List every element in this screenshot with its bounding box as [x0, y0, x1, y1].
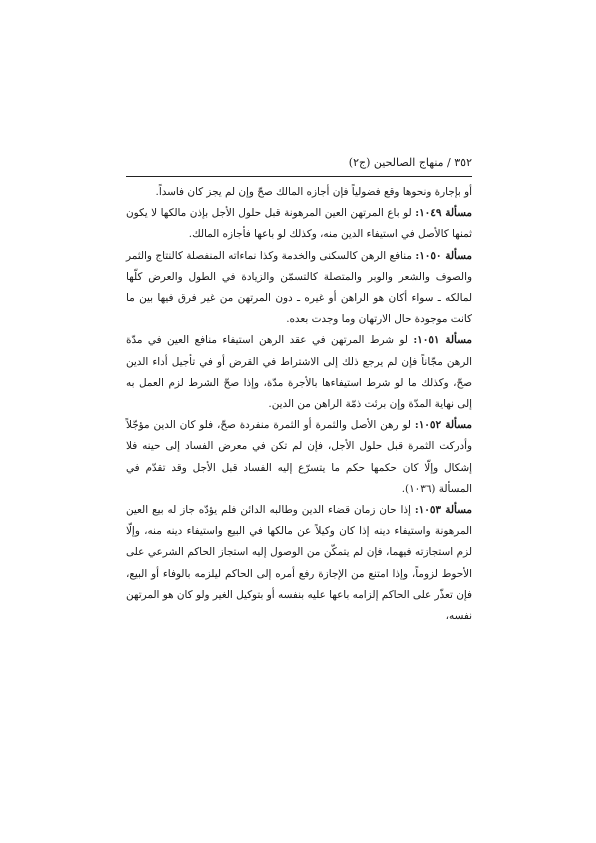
issue-1052: [126, 415, 472, 500]
paragraph-text: إذا حان زمان قضاء الدين وطالبه الدائن فلم يؤدّه جاز له بيع العين المرهونة واستيفاء دينه إذا كان وكيلاً عن مالكها في البيع واستيفاء دينه منه، وإلّا لزم استجازته فيهما، فإن لم يتمكّن من الوصول إليه استجاز الحاكم الشرعي على الأحوط لزوماً، وإذا امتنع من الإجازة رفع أمره إلى الحاكم ليلزمه بالوفاء أو البيع، فإن تعذّر على الحاكم إلزامه باعها عليه بنفسه أو بتوكيل الغير ولو كان هو المرتهن نفسه،: [126, 504, 472, 623]
paragraph-text: لو شرط المرتهن في عقد الرهن استيفاء منافع العين في مدّة الرهن مجّاناً فإن لم يرجع ذلك إلى الاشتراط في القرض أو في تأجيل أداء الدين صحّ، وكذلك ما لو شرط استيفاءها بالأجرة مدّة، وإذا صحّ الشرط لزم العمل به إلى نهاية المدّة وإن برئت ذمّة الراهن من الدين.: [126, 334, 472, 411]
paragraph-text: لو باع المرتهن العين المرهونة قبل حلول الأجل بإذن مالكها لا يكون ثمنها كالأصل في استيفاء الدين منه، وكذلك لو باعها فأجازه المالك.: [126, 207, 472, 241]
header-separator: /: [447, 156, 451, 169]
issue-1049: [126, 203, 472, 245]
book-title: منهاج الصالحين (ج٢): [348, 156, 444, 169]
body-text: [126, 182, 472, 627]
issue-label: مسألة ١٠٥٢:: [414, 419, 472, 432]
issue-1051: [126, 330, 472, 415]
issue-label: مسألة ١٠٥٣:: [414, 504, 472, 517]
running-header: [126, 152, 472, 174]
paragraph-text: لو رهن الأصل والثمرة أو الثمرة منفردة صحّ، فلو كان الدين مؤجّلاً وأدركت الثمرة قبل حلول الأجل، فإن لم تكن في معرض الفساد إلى حينه فلا إشكال وإلّا كان حكمها حكم ما يتسرّع إليه الفساد قبل الأجل وقد تقدّم في المسألة (١٠٣٦).: [126, 419, 472, 495]
page-number: ٣٥٢: [454, 156, 472, 169]
issue-label: مسألة ١٠٥٠:: [415, 249, 473, 262]
paragraph-text: أو بإجارة ونحوها وقع فضولياً فإن أجازه المالك صحّ وإن لم يجز كان فاسداً.: [155, 186, 472, 198]
header-rule: [126, 176, 472, 177]
issue-1053: [126, 500, 472, 627]
issue-label: مسألة ١٠٤٩:: [415, 207, 473, 220]
paragraph-continuation: [126, 182, 472, 203]
paragraph-text: منافع الرهن كالسكنى والخدمة وكذا نماءاته المنفصلة كالنتاج والثمر والصوف والشعر والوبر والمتصلة كالتسمّن والزيادة في الطول والعرض كلّها لمالكه ـ سواء أكان هو الراهن أو غيره ـ دون المرتهن من غير فرق فيها بين ما كانت موجودة حال الارتهان وما وجدت بعده.: [126, 249, 472, 326]
issue-1050: [126, 246, 472, 331]
issue-label: مسألة ١٠٥١:: [413, 334, 472, 347]
